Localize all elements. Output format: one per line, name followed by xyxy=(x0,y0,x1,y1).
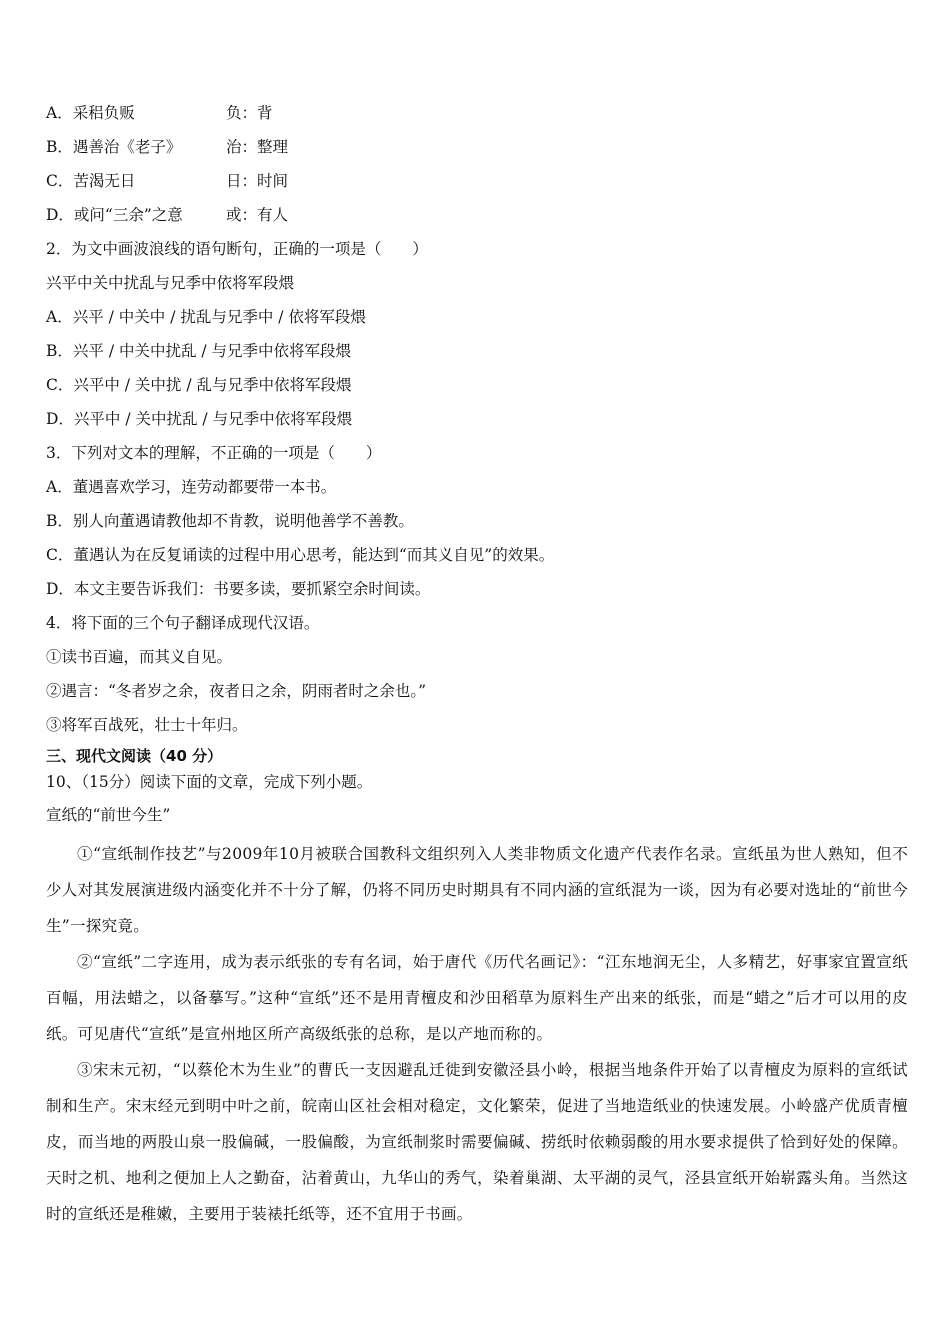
question-3 xyxy=(46,436,908,606)
question-sentence: 兴平中关中扰乱与兄季中依将军段煨 xyxy=(46,274,295,292)
translation-item: ③将军百战死，壮士十年归。 xyxy=(46,716,248,734)
option-c: C．兴平中 / 关中扰 / 乱与兄季中依将军段煨 xyxy=(46,376,352,394)
q1-option-a: A．采稆负贩 负：背 xyxy=(46,104,273,122)
q1-option-b: B．遇善治《老子》 治：整理 xyxy=(46,138,289,156)
question-2 xyxy=(46,232,908,436)
translation-item: ①读书百遍，而其义自见。 xyxy=(46,648,233,666)
article-paragraph-2: ②“宣纸”二字连用，成为表示纸张的专有名词，始于唐代《历代名画记》：“江东地润无尘，人多精艺，好事家宜置宣纸百幅，用法蜡之，以备摹写。”这种“宣纸”还不是用青檀皮和沙田稻草为原料生产出来的纸张，而是“蜡之”后才可以用的皮纸。可见唐代“宣纸”是宣州地区所产高级纸张的总称，是以产地而称的。 xyxy=(46,953,908,1043)
question-4 xyxy=(46,606,908,742)
section-heading: 三、现代文阅读（40 分） xyxy=(46,747,223,765)
option-d: D．兴平中 / 关中扰乱 / 与兄季中依将军段煨 xyxy=(46,410,353,428)
question-stem: 3．下列对文本的理解，不正确的一项是（ ） xyxy=(46,444,382,462)
q1-option-c: C．苦渴无日 日：时间 xyxy=(46,172,289,190)
section-3 xyxy=(46,744,908,1232)
exam-page xyxy=(46,96,908,1232)
article-paragraph-1: ①“宣纸制作技艺”与2009年10月被联合国教科文组织列入人类非物质文化遗产代表作名录。宣纸虽为世人熟知，但不少人对其发展演进级内涵变化并不十分了解，仍将不同历史时期具有不同内涵的宣纸混为一谈，因为有必要对选址的“前世今生”一探究竟。 xyxy=(46,845,908,935)
question-10-stem: 10、（15分）阅读下面的文章，完成下列小题。 xyxy=(46,773,373,791)
q1-option-d: D．或问“三余”之意 或：有人 xyxy=(46,206,289,224)
option-b: B．别人向董遇请教他却不肯教，说明他善学不善教。 xyxy=(46,512,414,530)
translation-item: ②遇言：“冬者岁之余，夜者日之余，阴雨者时之余也。” xyxy=(46,682,427,700)
article-paragraph-3: ③宋末元初，“以蔡伦木为生业”的曹氏一支因避乱迁徙到安徽泾县小岭，根据当地条件开始了以青檀皮为原料的宣纸试制和生产。宋末经元到明中叶之前，皖南山区社会相对稳定，文化繁荣，促进了当地造纸业的快速发展。小岭盛产优质青檀皮，而当地的两股山泉一股偏碱，一股偏酸，为宣纸制浆时需要偏碱、捞纸时依赖弱酸的用水要求提供了恰到好处的保障。天时之机、地利之便加上人之勤奋，沾着黄山，九华山的秀气，染着巢湖、太平湖的灵气，泾县宣纸开始崭露头角。当然这时的宣纸还是稚嫩，主要用于装裱托纸等，还不宜用于书画。 xyxy=(46,1061,908,1223)
article-title: 宣纸的“前世今生” xyxy=(46,806,171,824)
question-stem: 2．为文中画波浪线的语句断句，正确的一项是（ ） xyxy=(46,240,428,258)
option-b: B．兴平 / 中关中扰乱 / 与兄季中依将军段煨 xyxy=(46,342,352,360)
option-d: D．本文主要告诉我们：书要多读，要抓紧空余时间读。 xyxy=(46,580,431,598)
question-stem: 4．将下面的三个句子翻译成现代汉语。 xyxy=(46,614,320,632)
option-c: C．董遇认为在反复诵读的过程中用心思考，能达到“而其义自见”的效果。 xyxy=(46,546,555,564)
option-a: A．兴平 / 中关中 / 扰乱与兄季中 / 依将军段煨 xyxy=(46,308,366,326)
q1-options xyxy=(46,96,908,232)
option-a: A．董遇喜欢学习，连劳动都要带一本书。 xyxy=(46,478,337,496)
